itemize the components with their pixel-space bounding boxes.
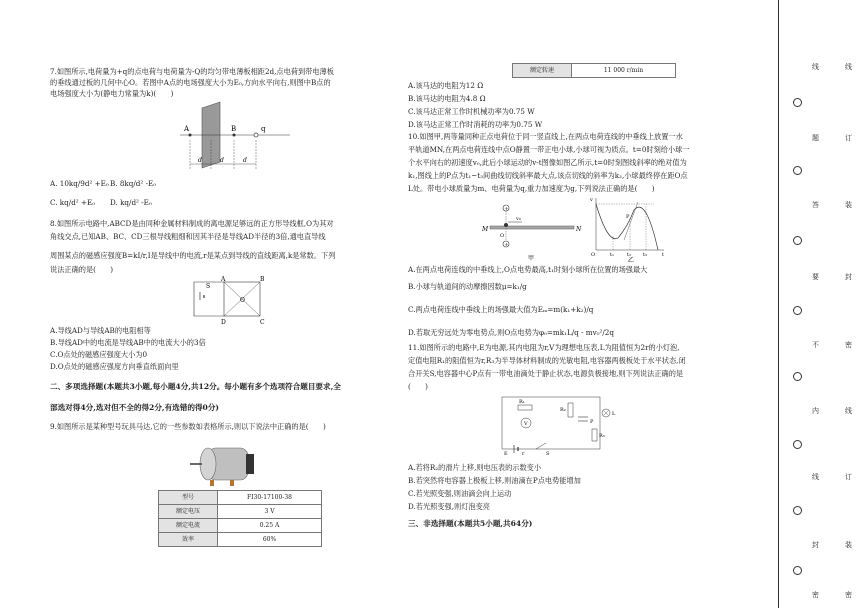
table-key: 额定电流 [159,519,218,533]
q11-line-4: ( ) [408,382,428,391]
q8-label-D: D [221,319,226,326]
binding-char-outer: 线 [845,63,852,71]
q8-option-C: C.O点处的磁感应强度大小为0 [50,350,148,359]
q7-line-2: 的垂线通过板的几何中心O。若图中A点的电场强度大小为E₀,方向水平向右,则图中B点的 [50,78,331,87]
table-key: 型号 [159,491,218,505]
binding-circle-icon [793,372,802,381]
q7-label-B: B [231,125,237,133]
q8-label-C: C [260,319,265,326]
svg-text:+: + [504,206,509,213]
q10-label-M: M [482,226,489,233]
binding-char: 不 [812,341,819,349]
q10-option-D: D.若取无穷远处为零电势点,则O点电势为φ₀=mk₁L/q - mv₀²/2q [408,328,614,337]
q8-line-2: 角线交点,已知AB、BC、CD三根导线粗细和因其半径是导线AD半径的3倍,通电直导线 [50,232,326,241]
table-key: 额定转速 [513,64,572,78]
q8-line-1: 8.如图所示电路中,ABCD是由同种金属材料制成的离电源足够远的正方形导线框,O为其对 [50,219,334,228]
q11-label-R3: R₃ [599,433,605,439]
q11-label-R2: R₂ [560,407,566,413]
q10-label-N: N [576,226,582,233]
q11-line-1: 11.如图所示的电路中,E为电源,其内电阻为r,V为理想电压表,L为阻值恒为2r的小灯泡, [408,343,680,352]
binding-char: 密 [812,591,819,599]
q11-label-R1: R₁ [519,399,525,405]
q7-label-A: A [184,125,190,133]
q10-label-t1: t₁ [610,252,615,258]
table-row [159,519,322,533]
q8-option-D: D.O点处的磁感应强度方向垂直纸面向里 [50,362,179,371]
motor-spec-table [158,490,322,547]
binding-char: 要 [812,273,819,281]
binding-char: 线 [812,63,819,71]
q11-option-C: C.若光照变强,则油滴会向上运动 [408,489,512,498]
q10-label-P: P [626,214,630,220]
q8-label-S: S [206,283,211,290]
q10-line-4: k₁,图线上的P点为t₁~t₃间曲线切线斜率最大点,该点切线的斜率为k₂,小球最终停在距O点 [408,171,688,180]
q10-line-5: L处。带电小球质量为m、电荷量为q,重力加速度为g,下列说法正确的是( ) [408,184,655,193]
q10-label-v: v [590,197,593,203]
binding-char: 内 [812,407,819,415]
binding-char-outer: 订 [845,473,852,481]
q7-label-q: q [261,125,266,133]
table-key: 额定电压 [159,505,218,519]
binding-circle-icon [793,306,802,315]
q11-option-A: A.若将R₂的滑片上移,则电压表的示数变小 [408,463,542,472]
q7-line-1: 7.如图所示,电荷量为+q的点电荷与电荷量为-Q的均匀带电薄板相距2d,点电荷到带电薄板 [50,67,334,76]
binding-circle-icon [793,506,802,515]
binding-circle-icon [793,166,802,175]
q10-line-3: 个水平向右的初速度v₀,此后小球运动的v-t图像如图乙所示,t=0时刻图线斜率的绝对值为 [408,158,687,167]
binding-margin [778,0,860,608]
q8-option-A: A.导线AD与导线AB的电阻相等 [50,326,151,335]
table-row [513,64,676,78]
q9-text: 9.如图所示是某种型号玩具马达,它的一些参数如表格所示,则以下说法中正确的是( ) [50,422,326,431]
binding-char: 线 [812,473,819,481]
q7-option-A: A. 10kq/9d² +E₀ [50,179,109,188]
binding-circle-icon [793,566,802,575]
q8-option-B: B.导线AD中的电流是导线AB中的电流大小的3倍 [50,338,206,347]
q11-option-B: B.若突然将电容器上极板上移,则油滴在P点电势能增加 [408,476,581,485]
binding-char: 答 [812,201,819,209]
q10-label-t: t [662,252,665,258]
q11-circuit [496,393,626,455]
q10-label-v0: v₀ [516,216,521,222]
q11-line-3: 合开关S,电容器中心P点有一带电油滴处于静止状态,电源负极接地,则下列说法正确的是 [408,369,684,378]
q7-label-d3: d [243,157,247,164]
q11-label-E: E [504,451,508,455]
q7-option-C: C. kq/d² +E₀ [50,198,96,207]
binding-circle-icon [793,440,802,449]
q11-line-2: 定值电阻R₁的阻值恒为r,R₃为半导体材料制成的光敏电阻,电容器两极板处于水平状态,闭 [408,356,686,365]
binding-char-outer: 订 [845,134,852,142]
binding-char: 封 [812,541,819,549]
q9-option-A: A.该马达的电阻为12 Ω [408,81,484,90]
q7-figure [180,100,290,172]
binding-char: 题 [812,134,819,142]
table-row [159,505,322,519]
binding-char-outer: 装 [845,541,852,549]
q10-label-yi: 乙 [628,257,635,262]
q8-figure [178,276,288,326]
q7-option-B: B. 8kq/d² -E₀ [110,179,157,188]
binding-char-outer: 封 [845,273,852,281]
q9-option-D: D.该马达正常工作时消耗的功率为0.75 W [408,120,543,129]
binding-char-outer: 装 [845,201,852,209]
q8-line-3: 周围某点的磁感应强度B=kI/r,I是导线中的电流,r是某点到导线的直线距离,k是常数。下列 [50,251,336,260]
binding-char-outer: 线 [845,407,852,415]
motor-image [190,440,260,490]
q11-label-L: L [612,411,616,417]
q9-option-B: B.该马达的电阻为4.8 Ω [408,94,486,103]
q10-label-jia: 甲 [528,255,535,262]
binding-char-outer: 密 [845,591,852,599]
svg-text:+: + [504,242,509,249]
q11-label-P: P [590,419,594,425]
q10-label-origin: O [591,252,596,258]
section2-line-2: 部选对得4分,选对但不全的得2分,有选错的得0分) [50,403,220,412]
q10-option-C: C.两点电荷连线中垂线上的场强最大值为Eₘ=m(k₁+k₂)/q [408,305,594,314]
binding-circle-icon [793,98,802,107]
q10-figure [478,192,668,262]
q10-label-t3: t₃ [643,252,648,258]
section3-heading: 三、非选择题(本题共5小题,共64分) [408,519,533,528]
q7-label-d1: d [198,157,202,164]
table-key: 效率 [159,533,218,547]
q11-label-r: r [522,451,525,455]
q8-label-B: B [260,276,265,283]
q11-label-V: V [524,421,528,427]
binding-char-outer: 密 [845,341,852,349]
table-value: 0.25 A [218,519,322,533]
q8-label-O: O [240,297,245,304]
q10-line-2: 平轨道MN,在两点电荷连线中点O静置一带正电小球,小球可视为质点。t=0时刻给小球一 [408,145,690,154]
q10-option-A: A.在两点电荷连线的中垂线上,O点电势最高,t₁时刻小球所在位置的场强最大 [408,265,648,274]
q11-option-D: D.若光照变强,则灯泡变亮 [408,502,490,511]
table-value: 11 000 r/min [572,64,676,78]
table-value: 3 V [218,505,322,519]
q10-label-O: O [500,233,505,239]
table-row [159,491,322,505]
q11-label-S: S [546,451,550,455]
q7-option-D: D. kq/d² -E₀ [110,198,152,207]
q8-line-4: 说法正确的是( ) [50,265,114,274]
table-value: FI30-17100-38 [218,491,322,505]
q7-label-d2: d [220,157,224,164]
table-row [159,533,322,547]
q7-line-3: 电场强度大小为(静电力常量为k)( ) [50,89,174,98]
q10-option-B: B.小球与轨道间的动摩擦因数μ=k₁/g [408,282,527,291]
table-value: 60% [218,533,322,547]
q8-label-A: A [221,276,226,283]
section2-line-1: 二、多项选择题(本题共3小题,每小题4分,共12分。每小题有多个选项符合题目要求,全 [50,382,341,391]
binding-circle-icon [793,236,802,245]
q9-option-C: C.该马达正常工作时机械功率为0.75 W [408,107,535,116]
motor-spec-table-continued [512,63,676,78]
q10-line-1: 10.如图甲,两等量同种正点电荷位于同一竖直线上,在两点电荷连线的中垂线上放置一水 [408,132,683,141]
q10-label-t2: t₂ [627,252,632,258]
